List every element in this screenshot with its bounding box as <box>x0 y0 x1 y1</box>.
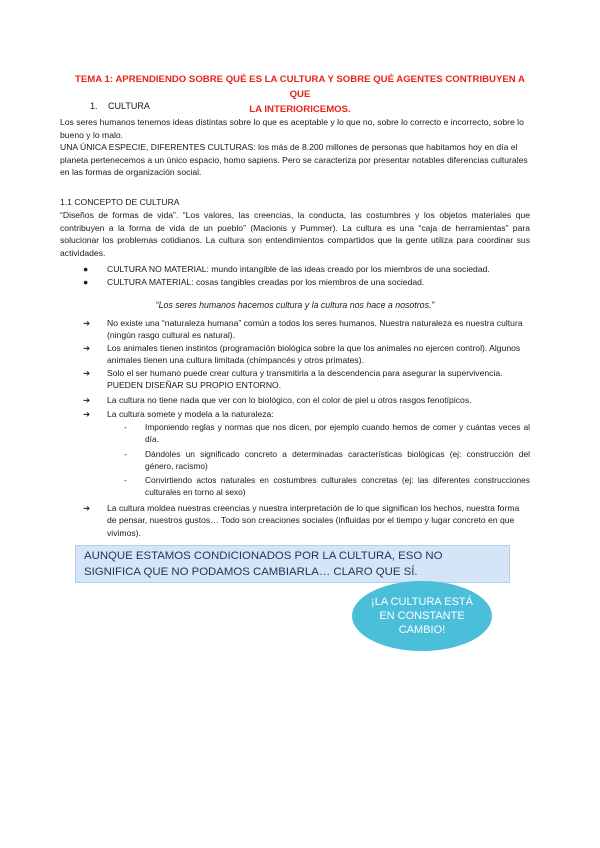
section-number: 1. <box>90 101 98 111</box>
dash-item: - Imponiendo reglas y normas que nos dicen, por ejemplo cuando hemos de comer y cuántas veces al día. <box>124 422 530 445</box>
arrow-item: ➔ No existe una “naturaleza humana” común a todos los seres humanos. Nuestra naturaleza es nuestra cultura (ningún rasgo cultural es natural). <box>83 318 523 341</box>
arrow-item: ➔ Los animales tienen instintos (programación biológica sobre la que los animales no ejercen control). Algunos animales tienen una cultura limitada (chimpancés y otros primates). <box>83 343 521 366</box>
bullet-icon: ● <box>83 277 89 287</box>
bullet-icon: ● <box>83 264 89 274</box>
paragraph-concepto: “Diseños de formas de vida”. “Los valores, las creencias, la conducta, las costumbres y los objetos materiales que contribuyen a la forma de vida de un pueblo” (Macionis y Pummer). La cultura es una “caja de herramientas” para solucionar los problemas cotidianos. La cultura son entendimientos compartidos que la gente utiliza para coordinar sus actividades. <box>60 210 530 258</box>
bubble-line-1: ¡LA CULTURA ESTÁ <box>371 596 473 608</box>
quote: “Los seres humanos hacemos cultura y la cultura nos hace a nosotros.” <box>155 300 435 310</box>
arrow-item: ➔ La cultura somete y modela a la naturaleza: <box>83 409 274 419</box>
dash-item: - Convirtiendo actos naturales en costumbres culturales concretas (ej: las diferentes construcciones culturales en torno al sexo) <box>124 475 530 498</box>
section-title: CULTURA <box>108 101 150 111</box>
callout-bubble <box>352 581 492 651</box>
arrow-icon: ➔ <box>83 395 91 405</box>
arrow-icon: ➔ <box>83 503 91 513</box>
arrow-icon: ➔ <box>83 409 91 419</box>
subsection-heading: 1.1 CONCEPTO DE CULTURA <box>60 197 180 207</box>
title-line-2: LA INTERIORICEMOS. <box>249 104 351 115</box>
title-line-1: TEMA 1: APRENDIENDO SOBRE QUÉ ES LA CULTURA Y SOBRE QUÉ AGENTES CONTRIBUYEN A QUE <box>75 74 525 100</box>
arrow-icon: ➔ <box>83 343 91 353</box>
arrow-icon: ➔ <box>83 318 91 328</box>
dash-icon: - <box>124 422 127 432</box>
paragraph-especie: UNA ÚNICA ESPECIE, DIFERENTES CULTURAS: los más de 8.200 millones de personas que habitamos hoy en día el planeta pertenecemos a un único espacio, homo sapiens. Pero se caracteriza por presentar notables diferencias culturales en las formas de organización social. <box>60 142 528 178</box>
dash-icon: - <box>124 449 127 459</box>
bubble-line-3: CAMBIO! <box>398 624 446 636</box>
dash-item: - Dándoles un significado concreto a determinadas características biológicas (ej: construcción del género, racismo) <box>124 449 530 472</box>
arrow-item: ➔ La cultura moldea nuestras creencias y nuestra interpretación de lo que significan los hechos, nuestra forma de pensar, nuestros gustos… Todo son creaciones sociales (influidas por el tiempo y lugar concreto en que vivimos). <box>83 503 520 538</box>
bullet-item: ● CULTURA NO MATERIAL: mundo intangible de las ideas creado por los miembros de una sociedad. <box>83 264 490 274</box>
arrow-icon: ➔ <box>83 368 91 378</box>
dash-icon: - <box>124 475 127 485</box>
section-heading-cultura <box>90 101 150 111</box>
paragraph-intro: Los seres humanos tenemos ideas distintas sobre lo que es aceptable y lo que no, sobre lo correcto e incorrecto, sobre lo bueno y lo malo. <box>60 117 524 140</box>
arrow-item: ➔ Solo el ser humano puede crear cultura y transmitirla a la descendencia para asegurar la supervivencia. PUEDEN DISEÑAR SU PROPIO ENTORNO. <box>83 368 503 391</box>
bubble-line-2: EN CONSTANTE <box>379 610 465 622</box>
arrow-item: ➔ La cultura no tiene nada que ver con lo biológico, con el color de piel u otros rasgos fenotípicos. <box>83 395 472 405</box>
bullet-item: ● CULTURA MATERIAL: cosas tangibles creadas por los miembros de una sociedad. <box>83 277 425 287</box>
callout-box: AUNQUE ESTAMOS CONDICIONADOS POR LA CULTURA, ESO NO SIGNIFICA QUE NO PODAMOS CAMBIARLA… CLARO QUE SÍ. <box>75 545 510 583</box>
